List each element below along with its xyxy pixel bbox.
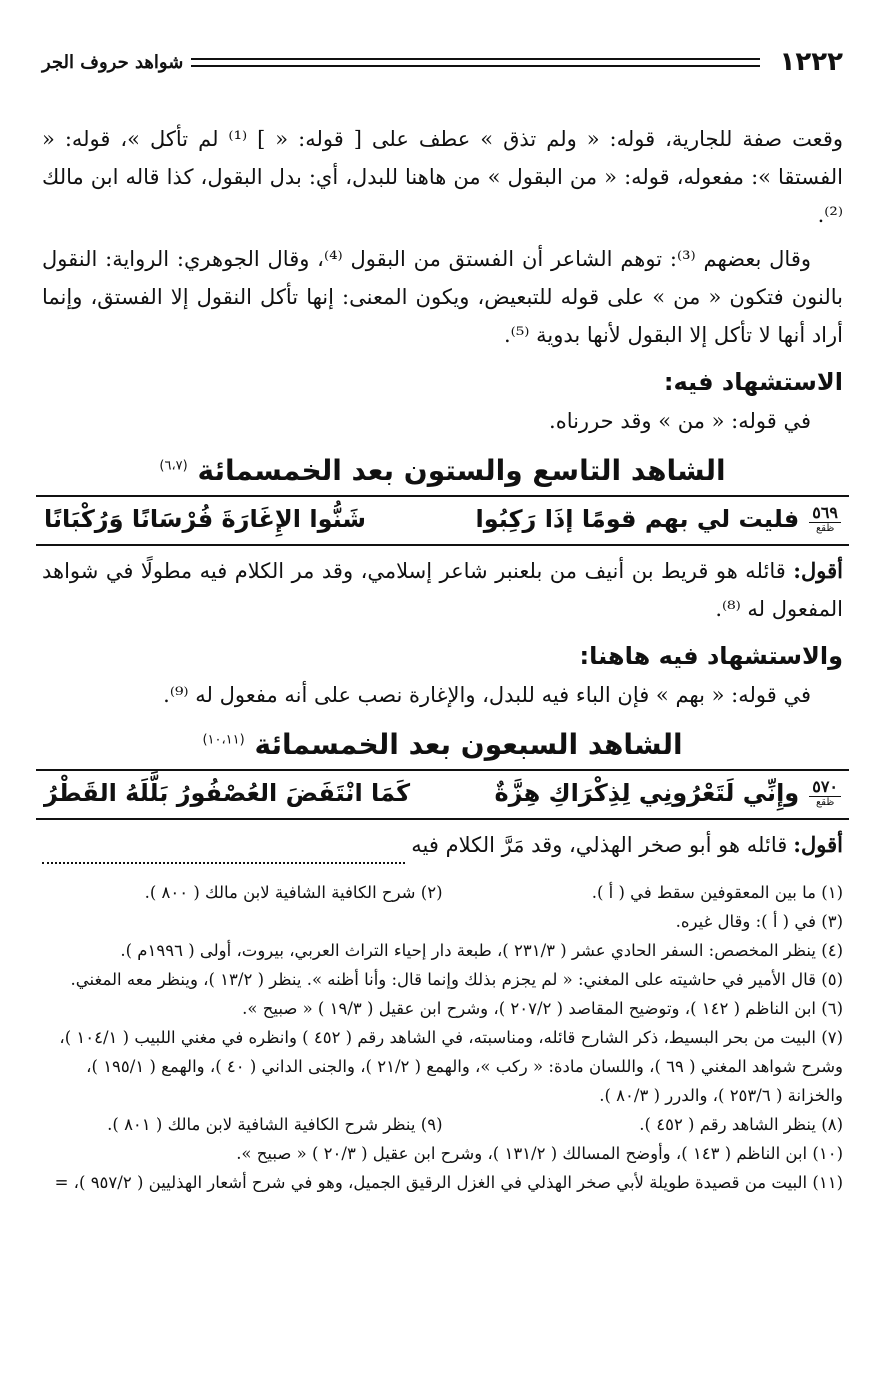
istishhad-text: في قوله: « من » وقد حررناه. <box>549 409 811 433</box>
dotted-leader <box>42 862 405 864</box>
footnote-11: (١١) البيت من قصيدة طويلة لأبي صخر الهذلي في الغزل الرقيق الجميل، وهو في شرح أشعار الهذليين ( ٩٥٧/٢ )، = <box>54 1173 843 1192</box>
verse-570-number-value: ٥٧٠ <box>809 777 841 797</box>
footnote-row <box>42 1110 843 1139</box>
witness-570-aqul <box>42 826 843 864</box>
paragraph-1: وقعت صفة للجارية، قوله: « ولم تذق » عطف على [ قوله: « ] ⁽¹⁾ لم تأكل »، قوله: « الفستقا »: مفعوله، قوله: « من البقول » من هاهنا للبدل، أي: بدل البقول، كذا قاله ابن مالك ⁽²⁾. <box>42 127 843 227</box>
footnote-4: (٤) ينظر المخصص: السفر الحادي عشر ( ٢٣١/٣ )، طبعة دار إحياء التراث العربي، بيروت، أولى ( ١٩٩٦م ). <box>120 941 843 960</box>
verse-570 <box>36 769 849 820</box>
witness-569-refs: (٦،٧) <box>159 458 188 474</box>
verse-569-hemistich-2: شَنُّوا الإِغَارَةَ فُرْسَانًا وَرُكْبَانًا <box>44 504 367 533</box>
footnote-9: (٩) ينظر شرح الكافية الشافية لابن مالك ( ٨٠١ ). <box>107 1115 443 1134</box>
witness-570-title <box>42 728 843 761</box>
footnote-row <box>42 878 843 907</box>
footnote-1: (١) ما بين المعقوفين سقط في ( أ ). <box>591 883 843 902</box>
footnote-10: (١٠) ابن الناظم ( ١٤٣ )، وأوضح المسالك ( ١٣١/٢ )، وشرح ابن عقيل ( ٢٠/٣ ) « صبيح ». <box>236 1144 843 1163</box>
footnote-5: (٥) قال الأمير في حاشيته على المغني: « لم يجزم بذلك وإنما قال: وأنا أظنه ». ينظر ( ١٣/٢ )، وينظر معه المغني. <box>70 970 843 989</box>
verse-569-number-value: ٥٦٩ <box>809 503 841 523</box>
witness-569-istishhad-text: في قوله: « بهم » فإن الباء فيه للبدل، والإغارة نصب على أنه مفعول له ⁽⁹⁾. <box>163 683 811 707</box>
witness-570-title-text: الشاهد السبعون بعد الخمسمائة <box>254 728 683 761</box>
verse-569-number <box>809 503 841 534</box>
footnote-6: (٦) ابن الناظم ( ١٤٢ )، وتوضيح المقاصد ( ٢٠٧/٢ )، وشرح ابن عقيل ( ١٩/٣ ) « صبيح ». <box>242 999 843 1018</box>
footnote-2: (٢) شرح الكافية الشافية لابن مالك ( ٨٠٠ ). <box>144 883 443 902</box>
footnote-8: (٨) ينظر الشاهد رقم ( ٤٥٢ ). <box>639 1115 843 1134</box>
footnote-7: (٧) البيت من بحر البسيط، ذكر الشارح قائله، ومناسبته، في الشاهد رقم ( ٤٥٢ ) وانظره في مغني اللبيب ( ١٠٤/١ )، وشرح شواهد المغني ( ٦٩ )، واللسان مادة: « ركب »، والهمع ( ٢١/٢ )، والجنى الداني ( ٤٠ )، والهمع ( ١٩٥/١ )، والخزانة ( ٢٥٣/٦ )، والدرر ( ٨٠/٣ ). <box>59 1028 843 1105</box>
istishhad-heading: الاستشهاد فيه: <box>663 368 843 396</box>
running-title: شواهد حروف الجر <box>42 51 184 73</box>
witness-569-istishhad-heading: والاستشهاد فيه هاهنا: <box>579 642 843 670</box>
verse-569-hemistich-1: فليت لي بهم قومًا إذَا رَكِبُوا <box>475 504 800 533</box>
page-number: ١٢٢٢ <box>779 47 843 77</box>
verse-570-hemistich-2: كَمَا انْتَفَضَ العُصْفُورُ بَلَّلَهُ القَطْرُ <box>44 778 411 807</box>
verse-570-hemistich-1: وإِنِّي لَتَعْرُونِي لِذِكْرَاكِ هِزَّةٌ <box>494 778 800 807</box>
aqul-label: أقول: <box>793 558 843 583</box>
aqul-label-570: أقول: <box>793 832 843 857</box>
page-header <box>42 42 843 82</box>
header-rule <box>191 58 759 67</box>
witness-570-refs: (١٠،١١) <box>202 732 245 748</box>
verse-569 <box>36 495 849 546</box>
paragraph-2: وقال بعضهم ⁽³⁾: توهم الشاعر أن الفستق من البقول ⁽⁴⁾، وقال الجوهري: الرواية: النقول بالنون فتكون « من » على قوله للتبعيض، ويكون المعنى: إنها تأكل النقول إلا الفستق، وإنما أراد أنها لا تأكل إلا البقول لأنها بدوية ⁽⁵⁾. <box>42 247 843 347</box>
witness-569-aqul <box>42 552 843 628</box>
verse-570-number <box>809 777 841 808</box>
footnotes <box>42 878 843 1197</box>
witness-569-title-text: الشاهد التاسع والستون بعد الخمسمائة <box>197 454 726 487</box>
verse-570-tag: ظقع <box>815 797 835 808</box>
footnote-3: (٣) في ( أ ): وقال غيره. <box>675 912 843 931</box>
verse-569-tag: ظقع <box>815 523 835 534</box>
witness-569-title <box>42 454 843 487</box>
aqul-text-570: قائله هو أبو صخر الهذلي، وقد مَرَّ الكلام فيه <box>411 833 788 857</box>
aqul-text: قائله هو قريط بن أنيف من بلعنبر شاعر إسلامي، وقد مر الكلام فيه مطولًا في شواهد المفعول له ⁽⁸⁾. <box>42 559 843 621</box>
